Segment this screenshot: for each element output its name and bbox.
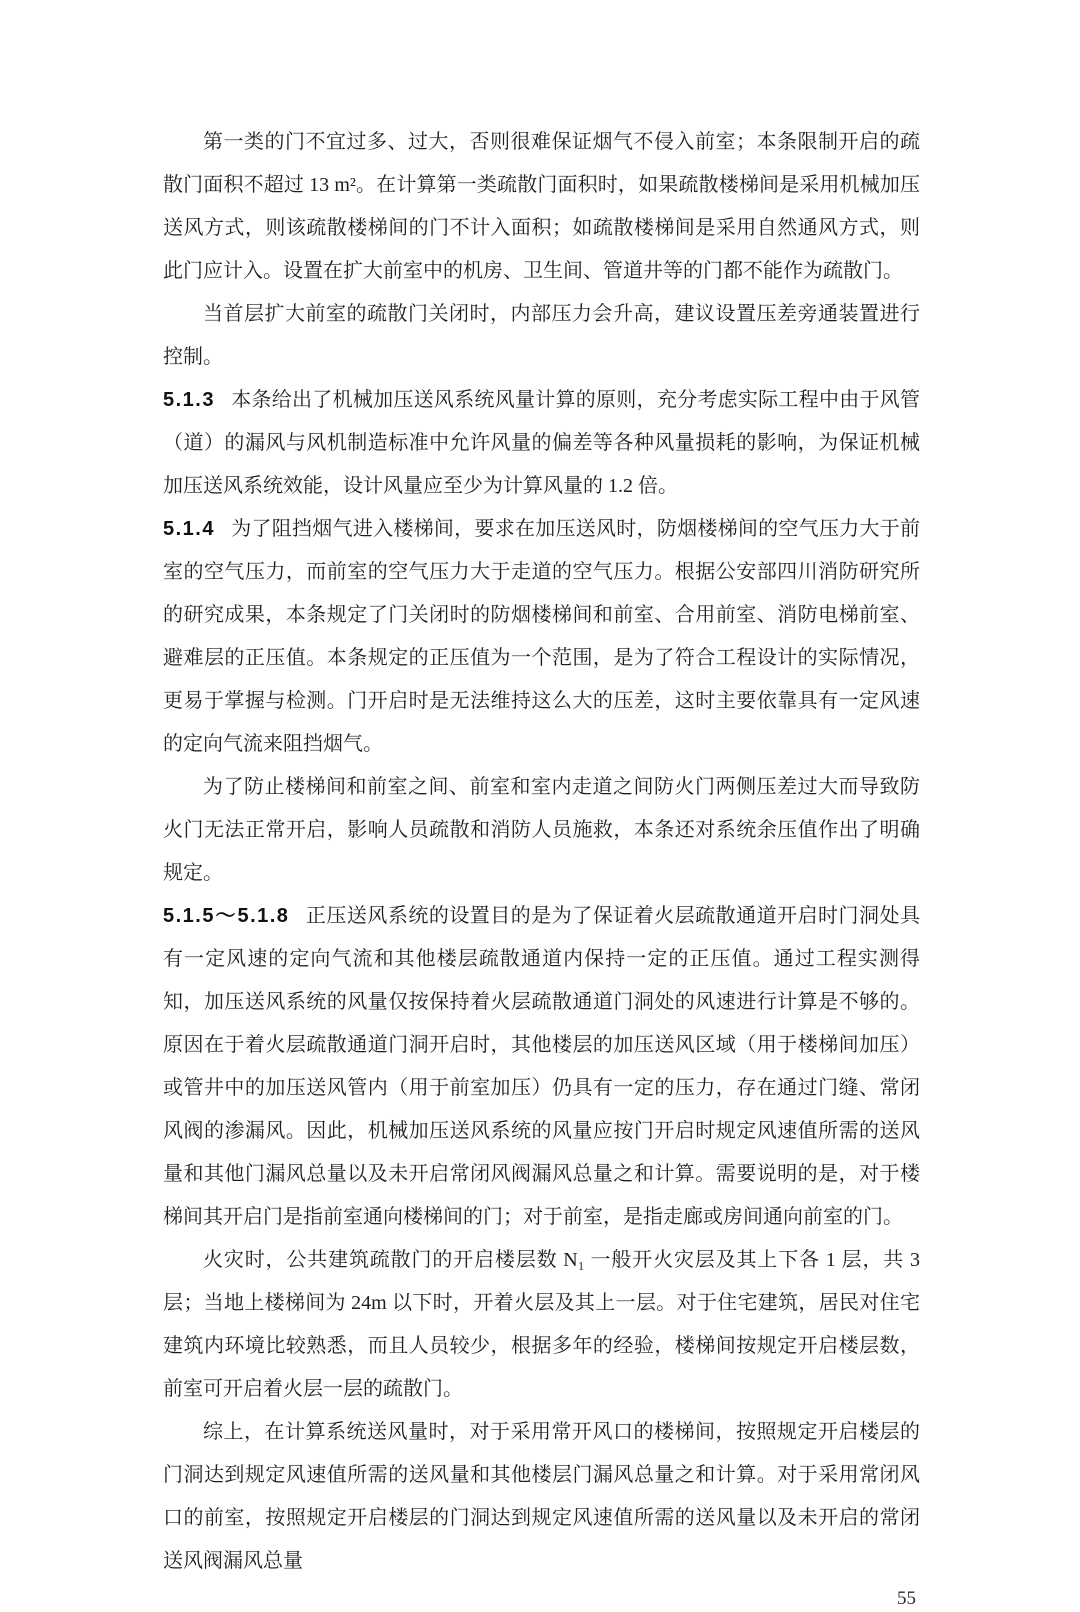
paragraph-text: 综上，在计算系统送风量时，对于采用常开风口的楼梯间，按照规定开启楼层的门洞达到规定风速值所需的送风量和其他楼层门漏风总量之和计算。对于采用常闭风口的前室，按照规定开启楼层的门洞达到规定风速值所需的送风量以及未开启的常闭送风阀漏风总量: [163, 1421, 920, 1572]
paragraph: [163, 1411, 920, 1583]
paragraph-text: 当首层扩大前室的疏散门关闭时，内部压力会升高，建议设置压差旁通装置进行控制。: [163, 303, 920, 368]
paragraph-clause-514: [163, 508, 920, 766]
section-number: 5.1.5～5.1.8: [163, 905, 290, 927]
paragraph-text: 本条给出了机械加压送风系统风量计算的原则，充分考虑实际工程中由于风管（道）的漏风与风机制造标准中允许风量的偏差等各种风量损耗的影响，为保证机械加压送风系统效能，设计风量应至少为计算风量的 1.2 倍。: [163, 389, 920, 497]
page-number: 55: [897, 1588, 916, 1609]
section-number: 5.1.4: [163, 518, 215, 540]
paragraph-text: 火灾时，公共建筑疏散门的开启楼层数 N₁ 一般开火灾层及其上下各 1 层，共 3 层；当地上楼梯间为 24m 以下时，开着火层及其上一层。对于住宅建筑，居民对住宅建筑内环境比较熟悉，而且人员较少，根据多年的经验，楼梯间按规定开启楼层数，前室可开启着火层一层的疏散门。: [163, 1249, 920, 1400]
paragraph: [163, 766, 920, 895]
paragraph-text: 为了防止楼梯间和前室之间、前室和室内走道之间防火门两侧压差过大而导致防火门无法正常开启，影响人员疏散和消防人员施救，本条还对系统余压值作出了明确规定。: [163, 776, 920, 884]
paragraph-clause-515-518: [163, 895, 920, 1239]
paragraph-clause-513: [163, 379, 920, 508]
section-number: 5.1.3: [163, 389, 215, 411]
paragraph-text: 第一类的门不宜过多、过大，否则很难保证烟气不侵入前室；本条限制开启的疏散门面积不超过 13 m²。在计算第一类疏散门面积时，如果疏散楼梯间是采用机械加压送风方式，则该疏散楼梯间的门不计入面积；如疏散楼梯间是采用自然通风方式，则此门应计入。设置在扩大前室中的机房、卫生间、管道井等的门都不能作为疏散门。: [163, 131, 920, 282]
paragraph-text: 为了阻挡烟气进入楼梯间，要求在加压送风时，防烟楼梯间的空气压力大于前室的空气压力，而前室的空气压力大于走道的空气压力。根据公安部四川消防研究所的研究成果，本条规定了门关闭时的防烟楼梯间和前室、合用前室、消防电梯前室、避难层的正压值。本条规定的正压值为一个范围，是为了符合工程设计的实际情况，更易于掌握与检测。门开启时是无法维持这么大的压差，这时主要依靠具有一定风速的定向气流来阻挡烟气。: [163, 518, 920, 755]
paragraph-text: 正压送风系统的设置目的是为了保证着火层疏散通道开启时门洞处具有一定风速的定向气流和其他楼层疏散通道内保持一定的正压值。通过工程实测得知，加压送风系统的风量仅按保持着火层疏散通道门洞处的风速进行计算是不够的。原因在于着火层疏散通道门洞开启时，其他楼层的加压送风区域（用于楼梯间加压）或管井中的加压送风管内（用于前室加压）仍具有一定的压力，存在通过门缝、常闭风阀的渗漏风。因此，机械加压送风系统的风量应按门开启时规定风速值所需的送风量和其他门漏风总量以及未开启常闭风阀漏风总量之和计算。需要说明的是，对于楼梯间其开启门是指前室通向楼梯间的门；对于前室，是指走廊或房间通向前室的门。: [163, 905, 920, 1228]
paragraph: [163, 121, 920, 293]
paragraph: [163, 1239, 920, 1411]
paragraph: [163, 293, 920, 379]
